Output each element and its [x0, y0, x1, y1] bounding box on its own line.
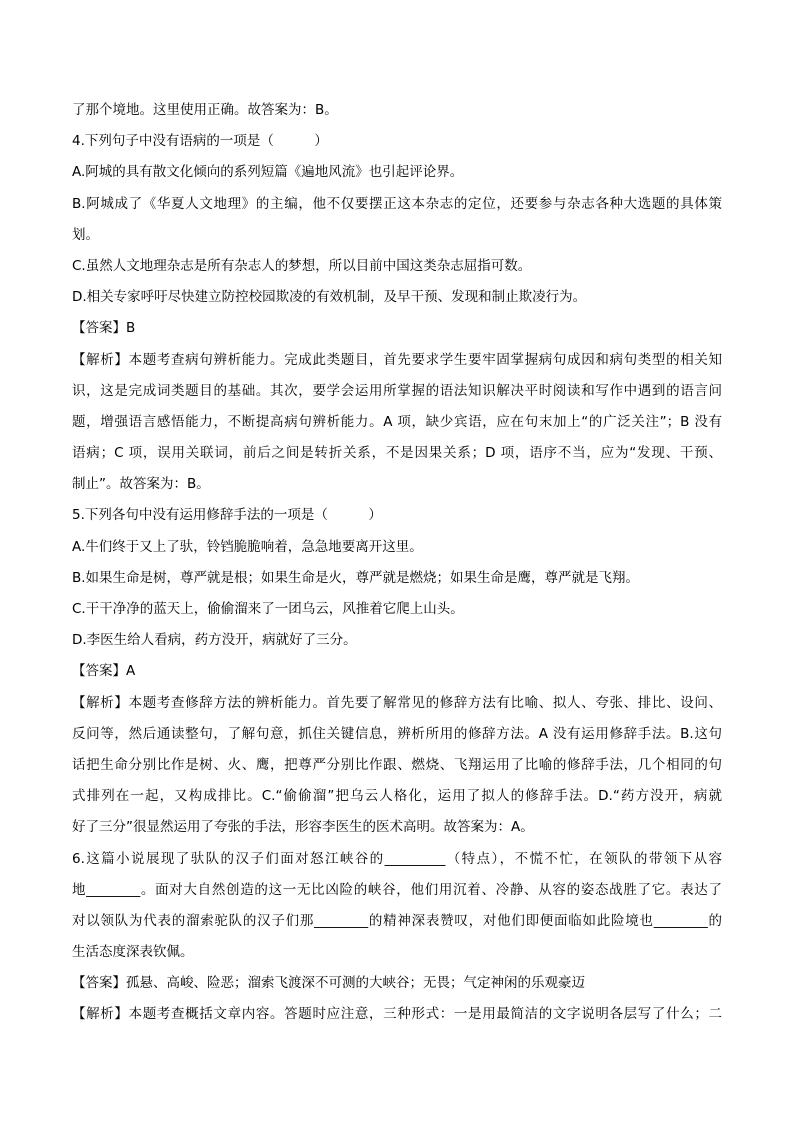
page-body	[72, 95, 722, 1031]
question-4-analysis-cont: 制止”。故答案为：B。	[72, 476, 210, 493]
question-4-option-b: B.阿城成了《华夏人文地理》的主编，他不仅要摆正这本杂志的定位，还要参与杂志各种大选题的具体策	[72, 195, 722, 212]
question-6-stem-cont: 地________。面对大自然创造的这一无比凶险的峡谷，他们用沉着、冷静、从容的姿态战胜了它。表达了	[72, 881, 722, 898]
question-4-option-a: A.阿城的具有散文化倾向的系列短篇《遍地风流》也引起评论界。	[72, 164, 464, 181]
question-4-option-d: D.相关专家呼吁尽快建立防控校园欺凌的有效机制，及早干预、发现和制止欺凌行为。	[72, 289, 587, 306]
question-5-option-c: C.干干净净的蓝天上，偷偷溜来了一团乌云，风推着它爬上山头。	[72, 601, 464, 617]
question-6-analysis: 【解析】本题考查概括文章内容。答题时应注意，三种形式：一是用最简洁的文字说明各层写了什么；二	[72, 1006, 722, 1023]
question-4-analysis-cont: 题，增强语言感悟能力，不断提高病句辨析能力。A 项，缺少宾语，应在句末加上“的广泛关注”；B 没有	[72, 413, 722, 430]
question-5-analysis-cont: 反问等，然后通读整句，了解句意，抓住关键信息，辨析所用的修辞方法。A 没有运用修辞手法。B.这句	[72, 725, 722, 742]
question-5-option-d: D.李医生给人看病，药方没开，病就好了三分。	[72, 632, 357, 649]
question-5-stem: 5.下列各句中没有运用修辞手法的一项是（ ）	[72, 507, 382, 524]
question-5-analysis: 【解析】本题考查修辞方法的辨析能力。首先要了解常见的修辞方法有比喻、拟人、夸张、排比、设问、	[72, 694, 722, 711]
question-5-option-b: B.如果生命是树，尊严就是根；如果生命是火，尊严就是燃烧；如果生命是鹰，尊严就是飞翔。	[72, 569, 640, 586]
question-5-answer: 【答案】A	[72, 663, 136, 680]
question-6-answer: 【答案】孤悬、高峻、险恶；溜索飞渡深不可测的大峡谷；无畏；气定神闲的乐观豪迈	[72, 975, 585, 992]
question-5-analysis-cont: 话把生命分别比作是树、火、鹰，把尊严分别比作跟、燃烧、飞翔运用了比喻的修辞手法，几个相同的句	[72, 756, 722, 773]
question-6-stem: 6.这篇小说展现了驮队的汉子们面对怒江峡谷的_________（特点），不慌不忙，在领队的带领下从容	[72, 850, 722, 867]
text-line-1: 了那个境地。这里使用正确。故答案为：B。	[72, 102, 338, 118]
question-5-analysis-cont: 好了三分”很显然运用了夸张的手法，形容李医生的医术高明。故答案为：A。	[72, 819, 534, 836]
question-4-analysis-cont: 语病；C 项，误用关联词，前后之间是转折关系，不是因果关系；D 项，语序不当，应为“发现、干预、	[72, 445, 722, 462]
question-4-option-c: C.虽然人文地理杂志是所有杂志人的梦想，所以目前中国这类杂志屈指可数。	[72, 257, 532, 274]
question-4-option-b-cont: 划。	[72, 226, 99, 243]
question-4-stem: 4.下列句子中没有语病的一项是（ ）	[72, 133, 328, 150]
question-6-stem-cont: 对以领队为代表的溜索驼队的汉子们那________的精神深表赞叹，对他们即便面临如此险境也________的	[72, 912, 722, 929]
question-5-option-a: A.牛们终于又上了驮，铃铛脆脆响着，急急地要离开这里。	[72, 538, 423, 555]
question-4-answer: 【答案】B	[72, 320, 136, 337]
question-5-analysis-cont: 式排列在一起，又构成排比。C.“偷偷溜”把乌云人格化，运用了拟人的修辞手法。D.“药方没开，病就	[72, 788, 722, 805]
question-4-analysis: 【解析】本题考查病句辨析能力。完成此类题目，首先要求学生要牢固掌握病句成因和病句类型的相关知	[72, 351, 722, 368]
question-6-stem-cont: 生活态度深表钦佩。	[72, 944, 194, 961]
question-4-analysis-cont: 识，这是完成词类题目的基础。其次，要学会运用所掌握的语法知识解决平时阅读和写作中遇到的语言问	[72, 382, 722, 399]
